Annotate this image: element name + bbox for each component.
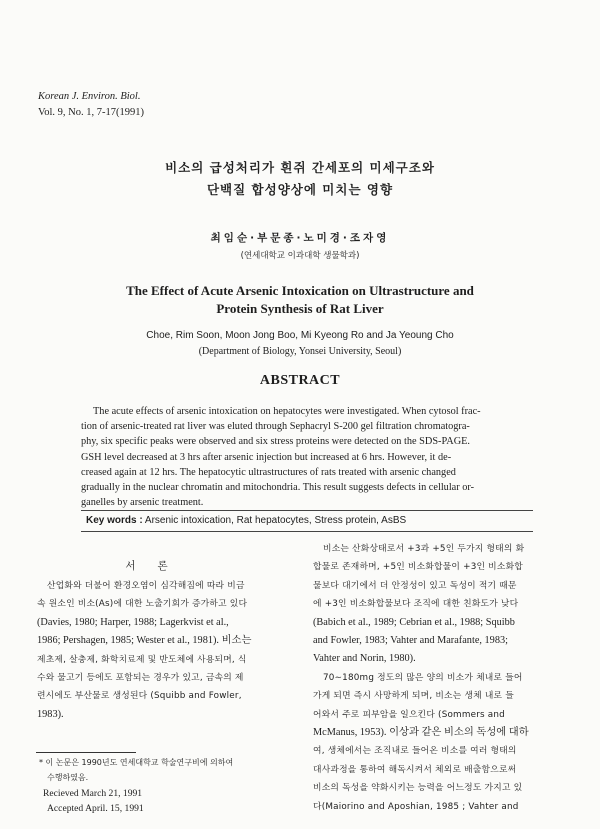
footnote-funding-line1: * 이 논문은 1990년도 연세대학교 학술연구비에 의하여: [39, 758, 234, 767]
left-column-line: 1986; Pershagen, 1985; Wester et al., 1981). 비소는: [37, 635, 252, 647]
keywords-label: Key words :: [86, 515, 143, 526]
english-title-line2: Protein Synthesis of Rat Liver: [216, 301, 384, 316]
left-column-line: (Davies, 1980; Harper, 1988; Lagerkvist et al.,: [37, 616, 229, 628]
journal-volume: Vol. 9, No. 1, 7-17(1991): [38, 107, 144, 118]
right-column-line: 물보다 대기에서 더 안정성이 있고 독성이 적기 때문: [313, 580, 517, 591]
keywords-line: [86, 515, 406, 526]
received-date: Recieved March 21, 1991: [43, 787, 143, 799]
left-column-line: 1983).: [37, 708, 64, 720]
right-column-line: 합물로 존재하며, +5인 비소화합물이 +3인 비소화합: [313, 562, 523, 573]
abstract-line: tion of arsenic-treated rat liver was eluted through Sephacryl S-200 gel filtration chromatogra-: [81, 421, 470, 433]
section-heading-intro: 서론: [125, 560, 190, 572]
right-column-line: Vahter and Norin, 1980).: [313, 653, 416, 665]
abstract-line: gradually in the nuclear chromatin and mitochondria. This result suggests defects in cellular or-: [81, 482, 475, 494]
korean-title-line1: 비소의 급성처리가 흰쥐 간세포의 미세구조와: [165, 160, 435, 175]
korean-title-line2: 단백질 합성양상에 미치는 영향: [206, 182, 394, 197]
right-column-line: 다(Maiorino and Aposhian, 1985 ; Vahter and: [313, 801, 519, 812]
footnote-rule: [36, 752, 136, 753]
korean-affiliation: (연세대학교 이과대학 생물학과): [240, 251, 360, 261]
left-column-line: 수와 물고기 등에도 포함되는 경우가 있고, 금속의 제: [37, 673, 244, 684]
right-column-line: McManus, 1953). 이상과 같은 비소의 독성에 대하: [313, 727, 529, 739]
keywords-text: Arsenic intoxication, Rat hepatocytes, Stress protein, AsBS: [142, 515, 407, 526]
left-column-line: 제초제, 살충제, 화학치료제 및 반도체에 사용되며, 식: [37, 654, 247, 665]
right-column: [313, 540, 553, 816]
footnote: [37, 755, 292, 817]
footnote-funding-line2: 수행하였음.: [47, 773, 89, 783]
right-column-line: (Babich et al., 1989; Cebrian et al., 1988; Squibb: [313, 616, 515, 628]
english-title-line1: The Effect of Acute Arsenic Intoxication on Ultrastructure and: [126, 283, 474, 298]
right-column-line: 어와서 주로 피부암을 일으킨다 (Sommers and: [313, 709, 505, 720]
abstract-heading: ABSTRACT: [259, 373, 341, 388]
abstract-line: The acute effects of arsenic intoxication on hepatocytes were investigated. When cytosol frac-: [93, 406, 481, 417]
english-affiliation: (Department of Biology, Yonsei University, Seoul): [198, 346, 402, 357]
left-column-line: 산업화와 더불어 환경오염이 심각해짐에 따라 비금: [47, 581, 245, 591]
abstract-body: [81, 404, 533, 510]
right-column-line: and Fowler, 1983; Vahter and Marafante, 1983;: [313, 635, 508, 647]
english-title: [0, 282, 600, 318]
right-column-line: 비소의 독성을 약화시키는 능력을 어느정도 가지고 있: [313, 783, 523, 794]
abstract-line: phy, six specific peaks were observed and six stress proteins were detected on the SDS-PAGE.: [81, 436, 470, 448]
right-column-line: 70∼180mg 정도의 많은 양의 비소가 체내로 들어: [323, 672, 523, 683]
right-column-line: 여, 생체에서는 조직내로 들어온 비소를 여러 형태의: [313, 746, 517, 757]
right-column-line: 에 +3인 비소화합물보다 조직에 대한 친화도가 낮다: [313, 599, 519, 610]
right-column-line: 비소는 산화상태로서 +3과 +5인 두가지 형태의 화: [323, 544, 525, 554]
right-column-line: 대사과정을 통하여 해독시켜서 체외로 배출함으로써: [313, 764, 517, 775]
korean-title: [0, 157, 600, 201]
journal-header: [38, 89, 144, 121]
abstract-line: ganelles by arsenic treatment.: [81, 497, 204, 509]
left-column-line: 속 원소인 비소(As)에 대한 노출기회가 증가하고 있다: [37, 599, 248, 610]
english-authors: Choe, Rim Soon, Moon Jong Boo, Mi Kyeong Ro and Ja Yeoung Cho: [146, 330, 454, 341]
abstract-line: creased again at 12 hrs. The hepatocytic ultrastructures of rats treated with arsenic changed: [81, 466, 456, 478]
left-column-line: 련시에도 부산물로 생성된다 (Squibb and Fowler,: [37, 691, 242, 702]
journal-name: Korean J. Environ. Biol.: [38, 91, 141, 102]
keywords-rule-top: [81, 510, 533, 511]
keywords-rule-bottom: [81, 531, 533, 532]
left-column: [37, 577, 291, 724]
abstract-line: GSH level decreased at 3 hrs after arsenic injection but increased at 6 hrs. However, it de-: [81, 451, 452, 463]
accepted-date: Accepted April. 15, 1991: [47, 803, 144, 815]
korean-authors: 최임순·부문종·노미경·조자영: [210, 232, 390, 244]
right-column-line: 가게 되면 즉시 사망하게 되며, 비소는 생체 내로 들: [313, 691, 514, 702]
